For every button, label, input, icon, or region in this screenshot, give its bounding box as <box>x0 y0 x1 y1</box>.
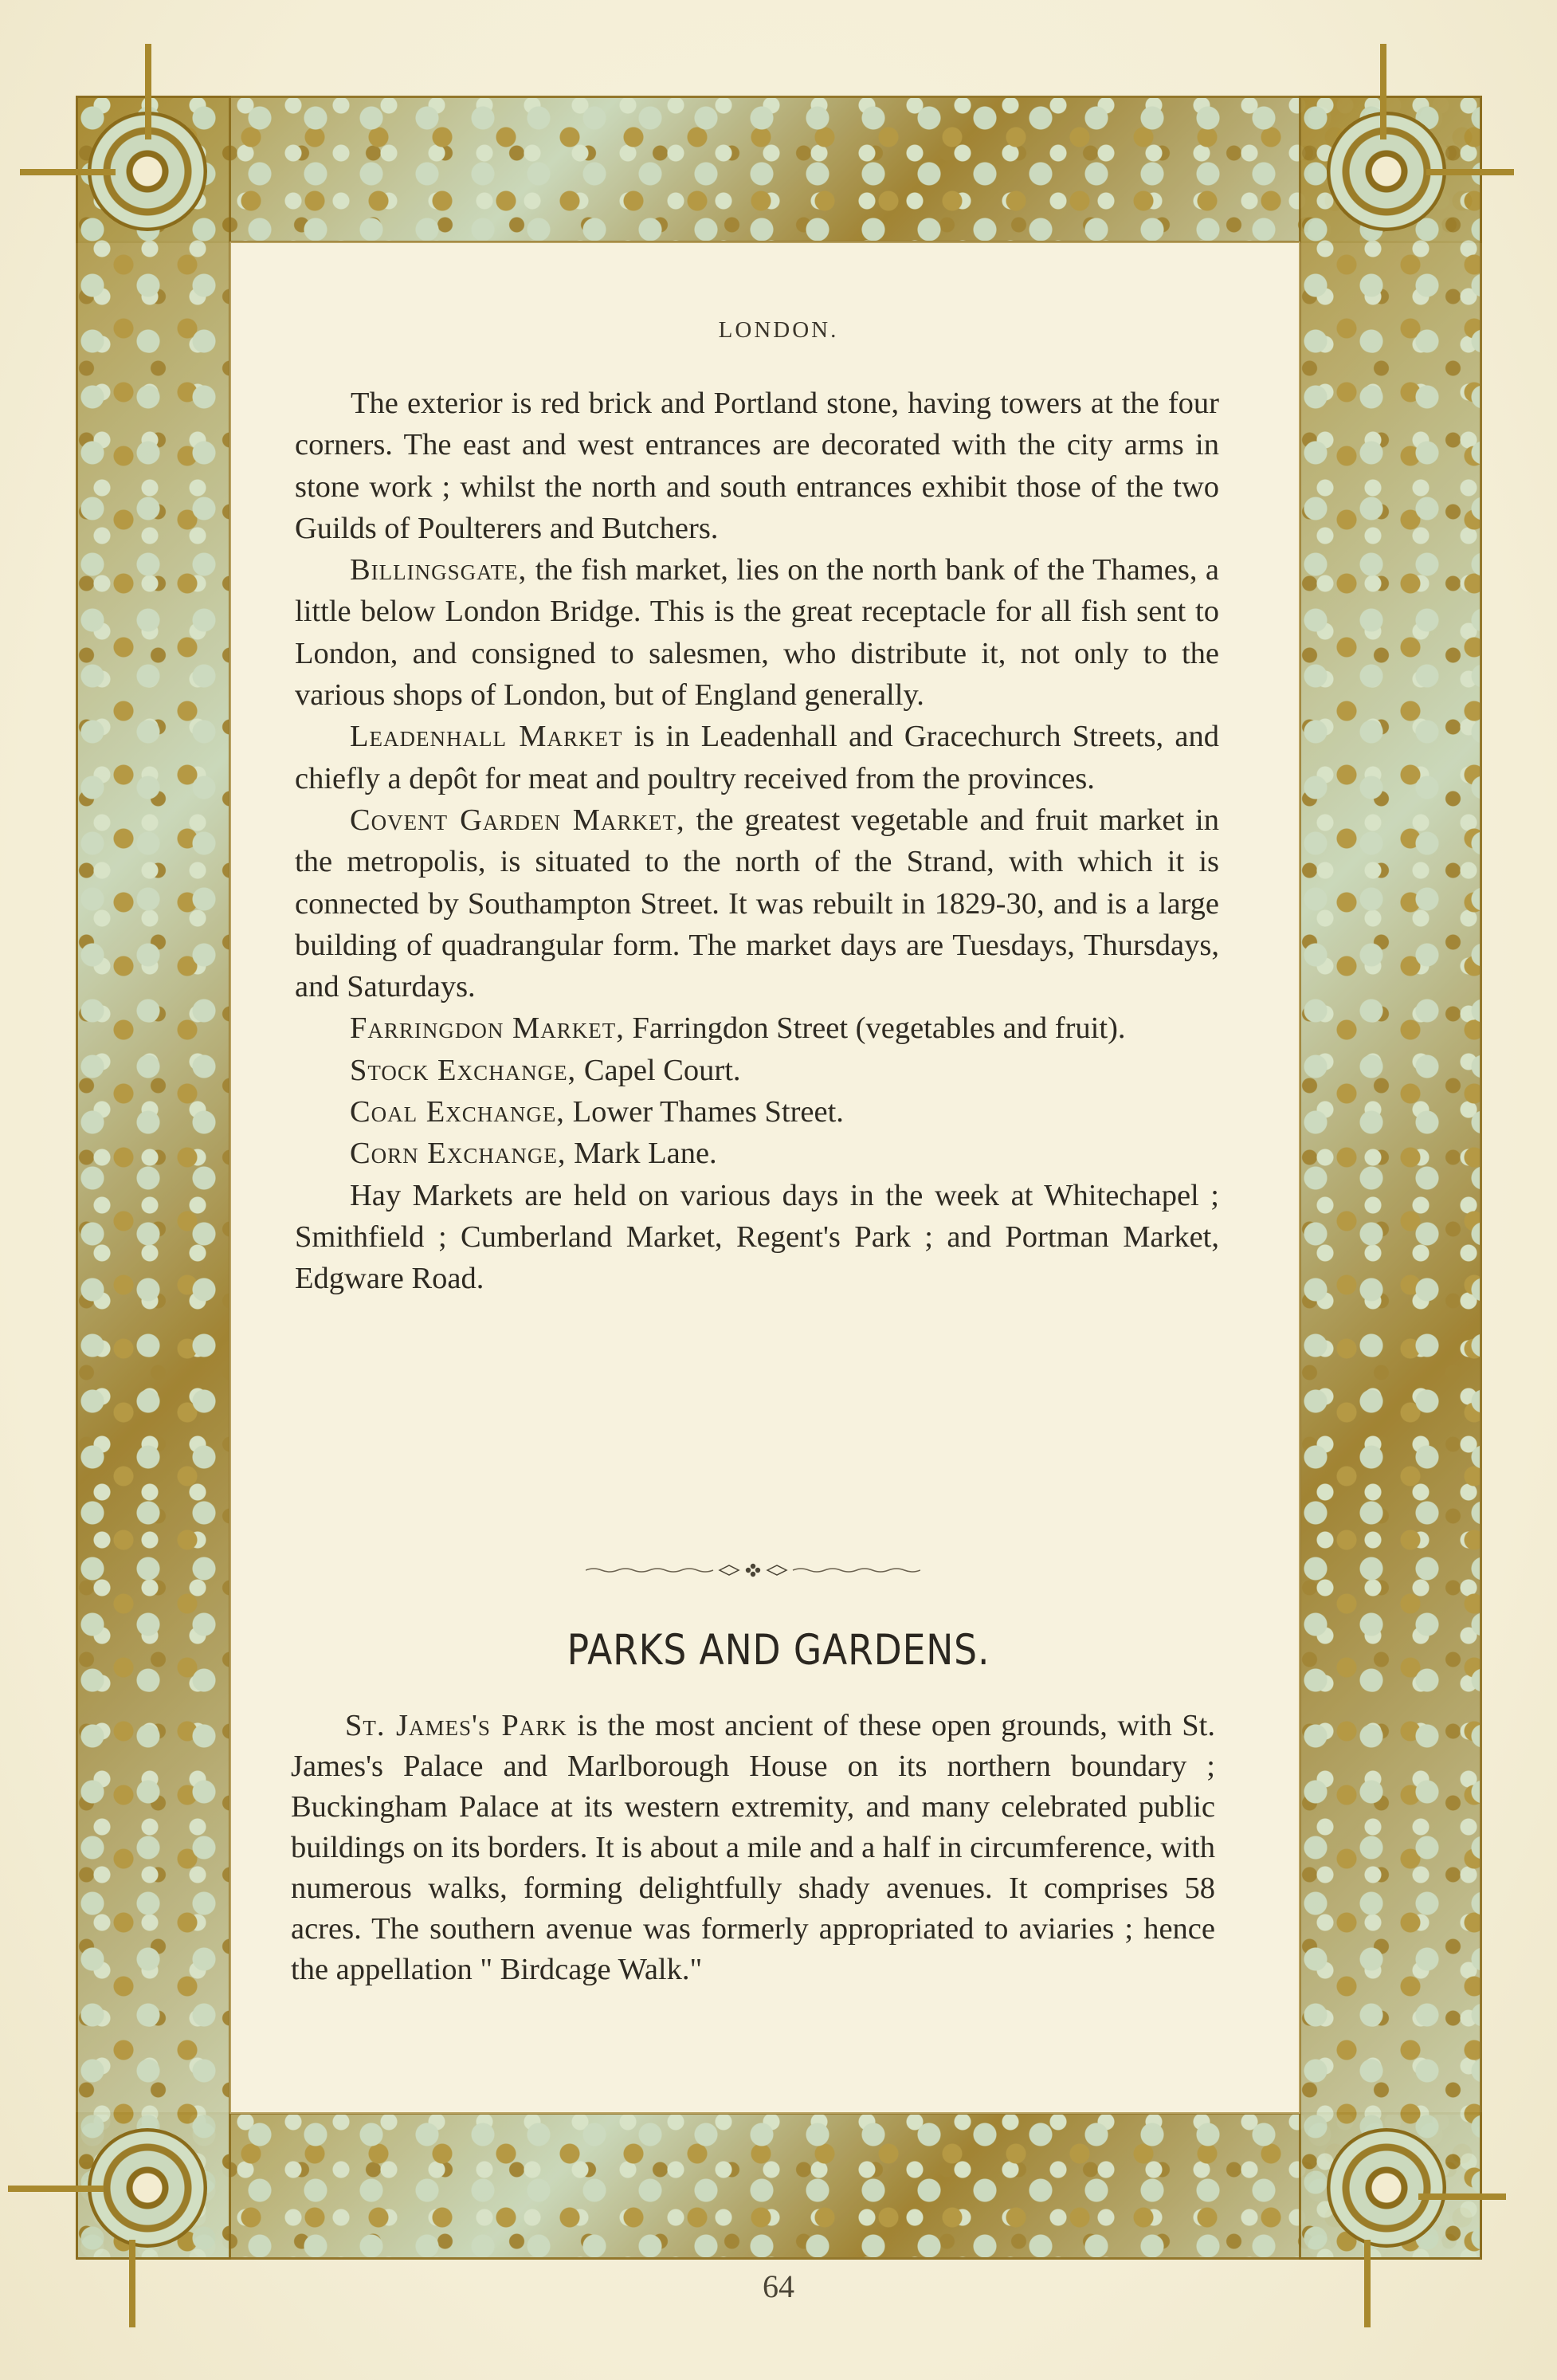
page-number: 64 <box>763 2268 794 2304</box>
paragraph-lead: St. James's Park <box>345 1709 567 1742</box>
corner-finial-icon <box>1418 2193 1506 2200</box>
paragraph <box>295 799 1219 1007</box>
parks-text <box>291 1706 1215 1990</box>
border-bottom-band <box>76 2112 1482 2260</box>
rose-ornament-icon <box>88 2128 207 2248</box>
border-right-band <box>1299 96 1482 2260</box>
running-head: LONDON. <box>718 317 839 343</box>
paragraph-body: Capel Court. <box>576 1053 741 1087</box>
border-top-band <box>76 96 1482 243</box>
paragraph-lead: Billingsgate, <box>350 553 527 587</box>
paragraph <box>295 1091 1219 1133</box>
paragraph-body: the fish market, lies on the north bank of the Thames, a little below London Bridge. This is the great receptacle for all fish sent to London, and consigned to salesmen, who distribute it, not only to the various shops of London, but of England generally. <box>295 553 1219 713</box>
corner-finial-icon <box>145 44 151 139</box>
paragraph-lead: Covent Garden Market, <box>350 803 685 837</box>
paragraph: Hay Markets are held on various days in the week at Whitechapel ; Smithfield ; Cumberland Market, Regent's Park ; and Portman Market, Edgware Road. <box>295 1178 1219 1296</box>
paragraph <box>291 1706 1215 1990</box>
paragraph-body: Lower Thames Street. <box>564 1095 844 1129</box>
corner-finial-icon <box>8 2186 104 2192</box>
border-left-band <box>76 96 231 2260</box>
paragraph <box>295 1133 1219 1174</box>
rose-ornament-icon <box>1327 2128 1446 2248</box>
paragraph: The exterior is red brick and Portland stone, having towers at the four corners. The east and west entrances are decorated with the city arms in stone work ; whilst the north and south entrances exhibit those of the two Guilds of Poulterers and Butchers. <box>295 387 1219 545</box>
paragraph-body: Mark Lane. <box>566 1137 717 1171</box>
section-divider <box>586 1562 920 1578</box>
paragraph <box>295 716 1219 799</box>
paragraph-body: is in Leadenhall and Gracechurch Streets, and chiefly a depôt for meat and poultry received from the provinces. <box>295 720 1219 795</box>
paragraph-lead: Stock Exchange, <box>350 1053 577 1087</box>
corner-finial-icon <box>1426 169 1514 175</box>
paragraph-lead: Leadenhall Market <box>350 720 623 754</box>
markets-text <box>295 383 1219 1300</box>
paragraph-body: is the most ancient of these open grounds, with St. James's Palace and Marlborough House on its northern boundary ; Buckingham Palace at its western extremity, and many celebrated public buildings on its borders. It is about a mile and a half in circumference, with numerous walks, forming delightfully shady avenues. It comprises 58 acres. The southern avenue was formerly appropriated to aviaries ; hence the appellation " Birdcage Walk." <box>291 1709 1215 1986</box>
corner-finial-icon <box>1380 44 1386 139</box>
paragraph-lead: Coal Exchange, <box>350 1095 565 1129</box>
section-title: PARKS AND GARDENS. <box>567 1626 990 1675</box>
paragraph <box>295 1007 1219 1049</box>
paragraph-body: the greatest vegetable and fruit market in the metropolis, is situated to the north of the Strand, with which it is connected by Southampton Street. It was rebuilt in 1829-30, and is a large building of quadrangular form. The market days are Tuesdays, Thursdays, and Saturdays. <box>295 803 1219 1004</box>
paragraph-body: Farringdon Street (vegetables and fruit). <box>624 1011 1126 1046</box>
paragraph-lead: Corn Exchange, <box>350 1137 567 1171</box>
paragraph <box>295 1050 1219 1091</box>
paragraph-lead: Farringdon Market, <box>350 1011 625 1046</box>
paragraph <box>295 549 1219 716</box>
corner-finial-icon <box>20 169 116 175</box>
